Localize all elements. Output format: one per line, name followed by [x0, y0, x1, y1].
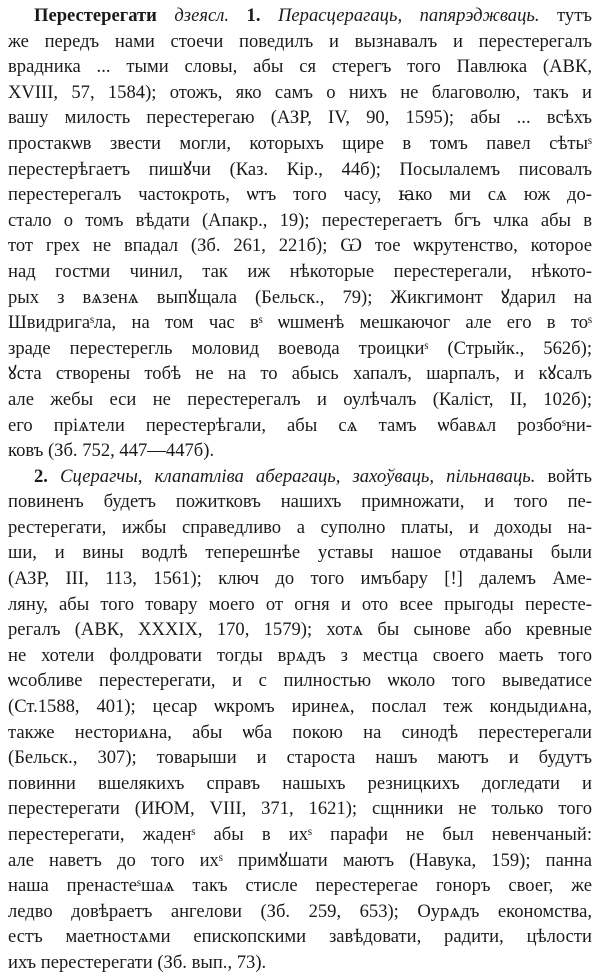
dictionary-page: [8, 3, 592, 976]
text-line: врадника ... тыми словы, абы ся стерегъ того Павлюка (АВК,: [8, 56, 592, 78]
text-line: войть: [547, 465, 592, 487]
text-line: але жебы еси не перестерегалъ и оулѣчалъ (Каліст, II, 102б);: [8, 388, 592, 410]
text-line: простакѡв звести могли, которыхъ щире в томъ павел сѣтыˢ: [8, 132, 592, 154]
text-line: (АЗР, III, 113, 1561); ключ до того имъбару [!] далемъ Аме-: [8, 568, 592, 590]
sense-1-gloss: Перасцерагаць, папярэджваць.: [278, 5, 540, 26]
entry-first-line: [8, 3, 592, 29]
text-line: перестерѣгаетъ пишꙋчи (Каз. Кір., 44б); Посылалемъ писовалъ: [8, 158, 592, 180]
text-line: ши, и вины водлѣ теперешнѣе уставы нашое отдаваны были: [8, 542, 592, 564]
text-line: не хотели фолдровати тогды врѧдъ з местца своего маеть того: [8, 644, 592, 666]
text-line: ꙋста створены тобѣ не на то абысь хапалъ, шарпалъ, и кꙋсалъ: [8, 363, 592, 385]
text-line: также несториѧна, абы ѡба покою на синодѣ перестерегали: [8, 721, 592, 743]
headword: Перестерегати: [34, 5, 157, 26]
text-line: ихъ перестерегати (Зб. вып., 73).: [8, 951, 267, 973]
text-line: зраде перестерегль моловид воевода троицкиˢ (Стрыйк., 562б);: [8, 337, 592, 359]
grammar-label: дзеясл.: [174, 5, 229, 26]
text-line: вашу милость перестерегаю (АЗР, IV, 90, 1595); абы ... всѣхъ: [8, 107, 592, 129]
text-line: повиненъ будетъ пожитковъ нашихъ примножати, и того пе-: [8, 491, 592, 513]
text-line: ѡсобливе перестерегати, и с пилностью ѡколо того выведатисе: [8, 670, 592, 692]
text-line: повинни вшелякихъ справъ нашыхъ резницкихъ догледати и: [8, 772, 592, 794]
text-line: тот грех не впадал (Зб. 261, 221б); Ѡ тое ѡкрутенство, которое: [8, 235, 592, 257]
text-line: XVIII, 57, 1584); отожъ, яко самъ о нихъ не благоволю, такъ и: [8, 81, 592, 103]
text-line: регалъ (АВК, XXXIX, 170, 1579); хотѧ бы сынове або кревные: [8, 619, 592, 641]
sense-1-number: 1.: [246, 5, 261, 26]
text-line: наша пренастеˢшаѧ такъ стисле перестерегае гоноръ своег, же: [8, 875, 592, 897]
text-line: (Бельск., 307); товарыши и староста нашъ маютъ и будутъ: [8, 747, 592, 769]
sense-2-first-line: [8, 464, 592, 490]
text-line: Швидригаˢла, на том час вˢ ѡшменѣ мешкаючог але его в тоˢ: [8, 312, 592, 334]
text-line: ковъ (Зб. 752, 447—447б).: [8, 440, 215, 462]
text-line: але наветъ до того ихˢ примꙋшати маютъ (Навука, 159); панна: [8, 849, 592, 871]
text-line: перестерегати (ИЮМ, VIII, 371, 1621); сщнники не только того: [8, 798, 592, 820]
text-line: ляну, абы того товару моего от огня и ото всее прыгоды пересте-: [8, 593, 592, 615]
text-line: его пріѧтели перестерѣгали, абы сѧ тамъ ѡбавѧл розбоˢни-: [8, 414, 592, 436]
text-line: тутъ: [557, 5, 592, 26]
text-line: перестерегалъ частокроть, ѡтъ того часу, ꙗко ми сѧ юж до-: [8, 184, 592, 206]
text-line: же передъ нами стоечи поведилъ и вызнавалъ и перестерегалъ: [8, 30, 592, 52]
sense-2-gloss: Сцерагчы, клапатліва аберагаць, захоўваць, пільнаваць.: [60, 465, 536, 487]
text-line: рых з вѧзенѧ выпꙋщала (Бельск., 79); Жикгимонт ꙋдарил на: [8, 286, 592, 308]
text-line: рестерегати, ижбы справедливо а суполно платы, и доходы на-: [8, 516, 592, 538]
text-line: (Ст.1588, 401); цесар ѡкромъ иринеѧ, послал теж кондыдиѧна,: [8, 696, 592, 718]
text-line: ледво довѣраетъ ангелови (Зб. 259, 653); Оурѧдъ економства,: [8, 900, 592, 922]
text-line: над гостми чинил, так иж нѣкоторые перестерегали, нѣкото-: [8, 260, 592, 282]
text-line: естъ маетностѧми епископскими завѣдовати, радити, цѣлости: [8, 926, 592, 948]
text-line: перестерегати, жаденˢ абы в ихˢ парафи не был невенчаный:: [8, 824, 592, 845]
sense-2-number: 2.: [34, 465, 48, 487]
text-line: стало о томъ вѣдати (Апакр., 19); перестерегаетъ бгъ члка абы в: [8, 209, 592, 231]
